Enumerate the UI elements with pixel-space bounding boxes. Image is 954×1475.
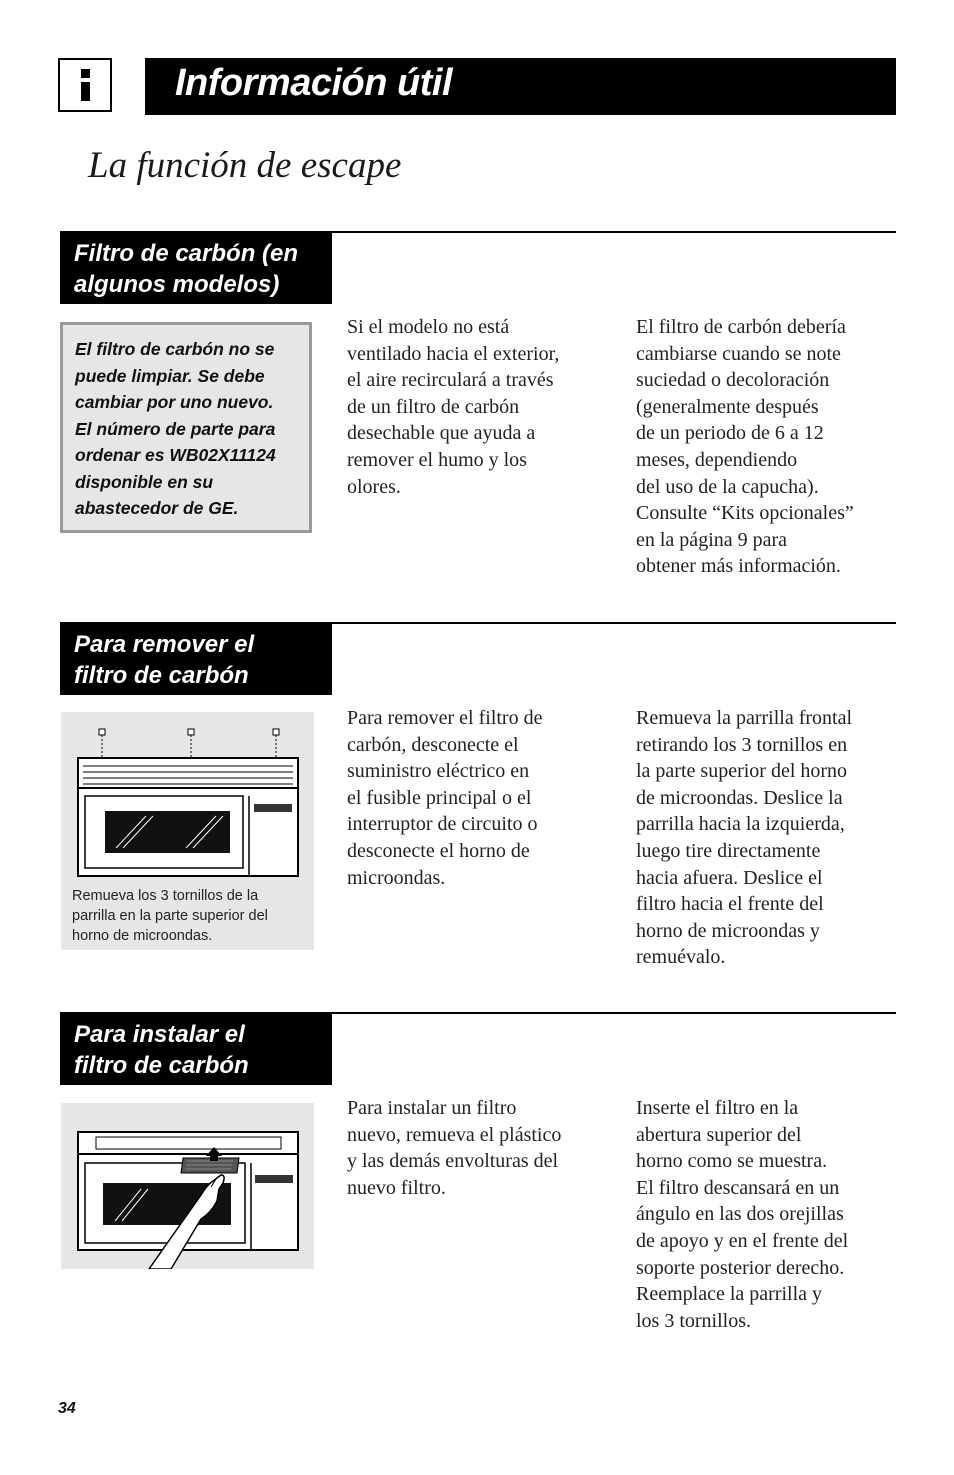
install-filter-figure [61, 1103, 314, 1269]
section-subtitle: La función de escape [88, 145, 402, 186]
microwave-filter-insert-illustration [61, 1103, 314, 1269]
section1-column2: El filtro de carbón debería cambiarse cuando se note suciedad o decoloración (generalmente después de un periodo de 6 a 12 meses, dependiendo del uso de la capucha). Consulte “Kits opcionales” en la página 9 para obtener más información. [636, 316, 854, 578]
note-text: El filtro de carbón no se puede limpiar. Se debe cambiar por uno nuevo. El número de parte para ordenar es WB02X11124 disponible en su abastecedor de GE. [75, 339, 276, 518]
page-number: 34 [58, 1400, 76, 1417]
page-title: Información útil [175, 62, 452, 104]
remove-filter-caption: Remueva los 3 tornillos de la parrilla en la parte superior del horno de microondas. [72, 888, 268, 944]
section-heading-install-filter: Para instalar el filtro de carbón [60, 1014, 332, 1085]
section3-column2: Inserte el filtro en la abertura superior del horno como se muestra. El filtro descansará en un ángulo en las dos orejillas de apoyo y en el frente del soporte posterior derecho. Reemplace la parrilla y los 3 tornillos. [636, 1097, 849, 1332]
section3-column1: Para instalar un filtro nuevo, remueva el plástico y las demás envolturas del nuevo filtro. [347, 1097, 562, 1199]
info-icon [58, 58, 112, 112]
section-heading-remove-filter: Para remover el filtro de carbón [60, 624, 332, 695]
section2-column2: Remueva la parrilla frontal retirando los 3 tornillos en la parte superior del horno de microondas. Deslice la parrilla hacia la izquierda, luego tire directamente hacia afuera. Deslice el filtro hacia el frente del horno de microondas y remuévalo. [636, 707, 853, 969]
microwave-screws-illustration [61, 712, 314, 882]
section2-column1: Para remover el filtro de carbón, desconecte el suministro eléctrico en el fusible principal o el interruptor de circuito o desconecte el horno de microondas. [347, 707, 543, 889]
section1-column1: Si el modelo no está ventilado hacia el exterior, el aire recirculará a través de un filtro de carbón desechable que ayuda a remover el humo y los olores. [347, 316, 560, 498]
section-heading-carbon-filter: Filtro de carbón (en algunos modelos) [60, 233, 332, 304]
